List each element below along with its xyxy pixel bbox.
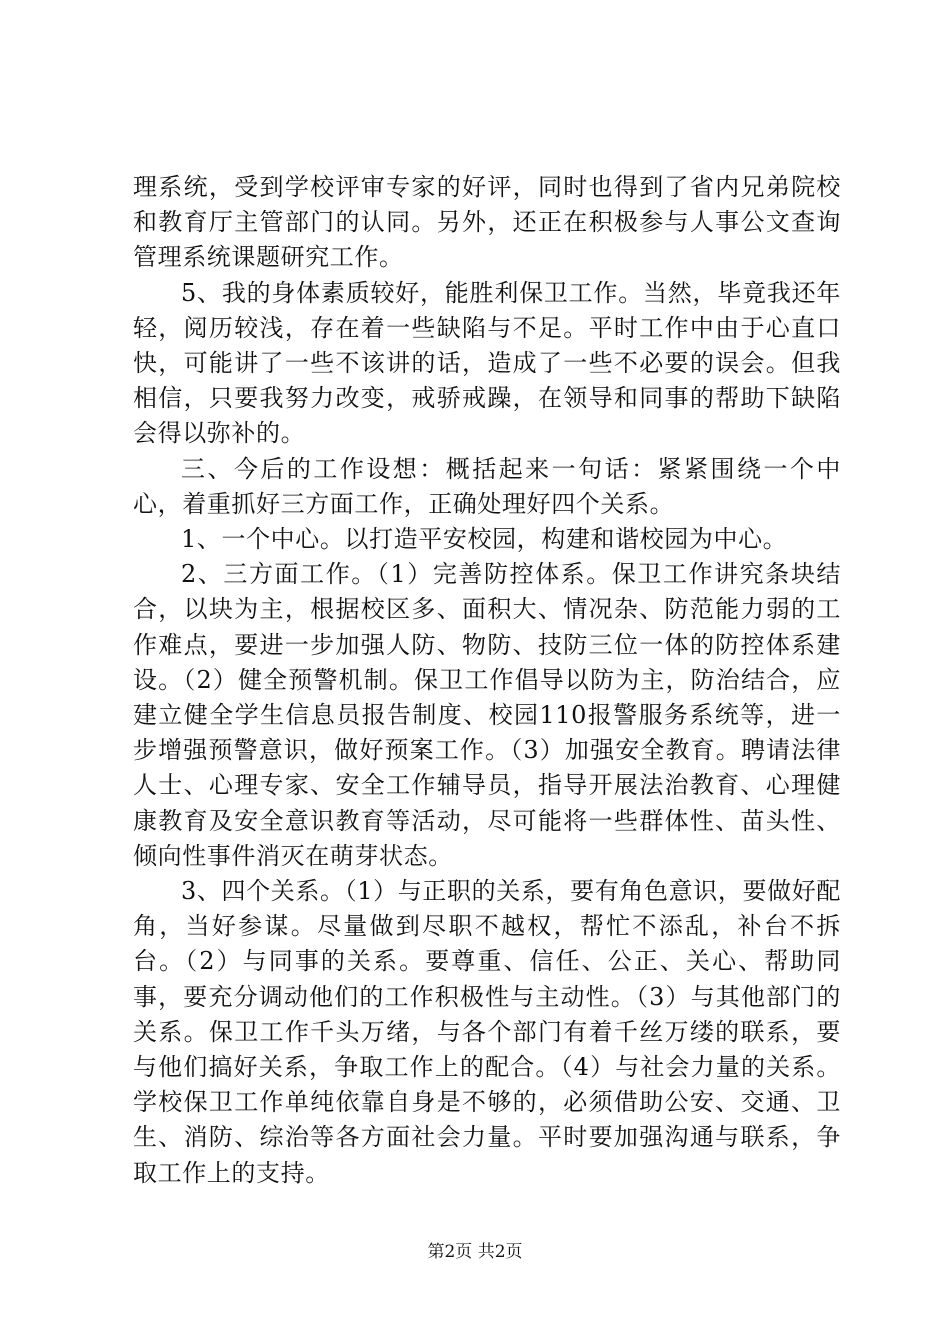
- paragraph-four-relations: 3、四个关系。（1）与正职的关系，要有角色意识，要做好配角，当好参谋。尽量做到尽职不越权，帮忙不添乱，补台不拆台。（2）与同事的关系。要尊重、信任、公正、关心、帮助同事，要充分调动他们的工作积极性与主动性。（3）与其他部门的关系。保卫工作千头万绪，与各个部门有着千丝万缕的联系，要与他们搞好关系，争取工作上的配合。（4）与社会力量的关系。学校保卫工作单纯依靠自身是不够的，必须借助公安、交通、卫生、消防、综治等各方面社会力量。平时要加强沟通与联系，争取工作上的支持。: [133, 877, 841, 1187]
- document-body: [133, 170, 841, 1191]
- paragraph-section-3-future-plans: 三、今后的工作设想：概括起来一句话：紧紧围绕一个中心，着重抓好三方面工作，正确处理好四个关系。: [133, 454, 841, 518]
- paragraph-one-center: 1、一个中心。以打造平安校园，构建和谐校园为中心。: [181, 525, 788, 554]
- paragraph-item-5-physical-condition: 5、我的身体素质较好，能胜利保卫工作。当然，毕竟我还年轻，阅历较浅，存在着一些缺陷与不足。平时工作中由于心直口快，可能讲了一些不该讲的话，造成了一些不必要的误会。但我相信，只要我努力改变，戒骄戒躁，在领导和同事的帮助下缺陷会得以弥补的。: [133, 278, 841, 448]
- paragraph-three-aspects: 2、三方面工作。（1）完善防控体系。保卫工作讲究条块结合，以块为主，根据校区多、面积大、情况杂、防范能力弱的工作难点，要进一步加强人防、物防、技防三位一体的防控体系建设。（2）健全预警机制。保卫工作倡导以防为主，防治结合，应建立健全学生信息员报告制度、校园110报警服务系统等，进一步增强预警意识，做好预案工作。（3）加强安全教育。聘请法律人士、心理专家、安全工作辅导员，指导开展法治教育、心理健康教育及安全意识教育等活动，尽可能将一些群体性、苗头性、倾向性事件消灭在萌芽状态。: [133, 560, 841, 870]
- paragraph-continuation: 理系统，受到学校评审专家的好评，同时也得到了省内兄弟院校和教育厅主管部门的认同。另外，还正在积极参与人事公文查询管理系统课题研究工作。: [133, 173, 841, 272]
- page-number-footer: 第2页 共2页: [427, 1242, 523, 1262]
